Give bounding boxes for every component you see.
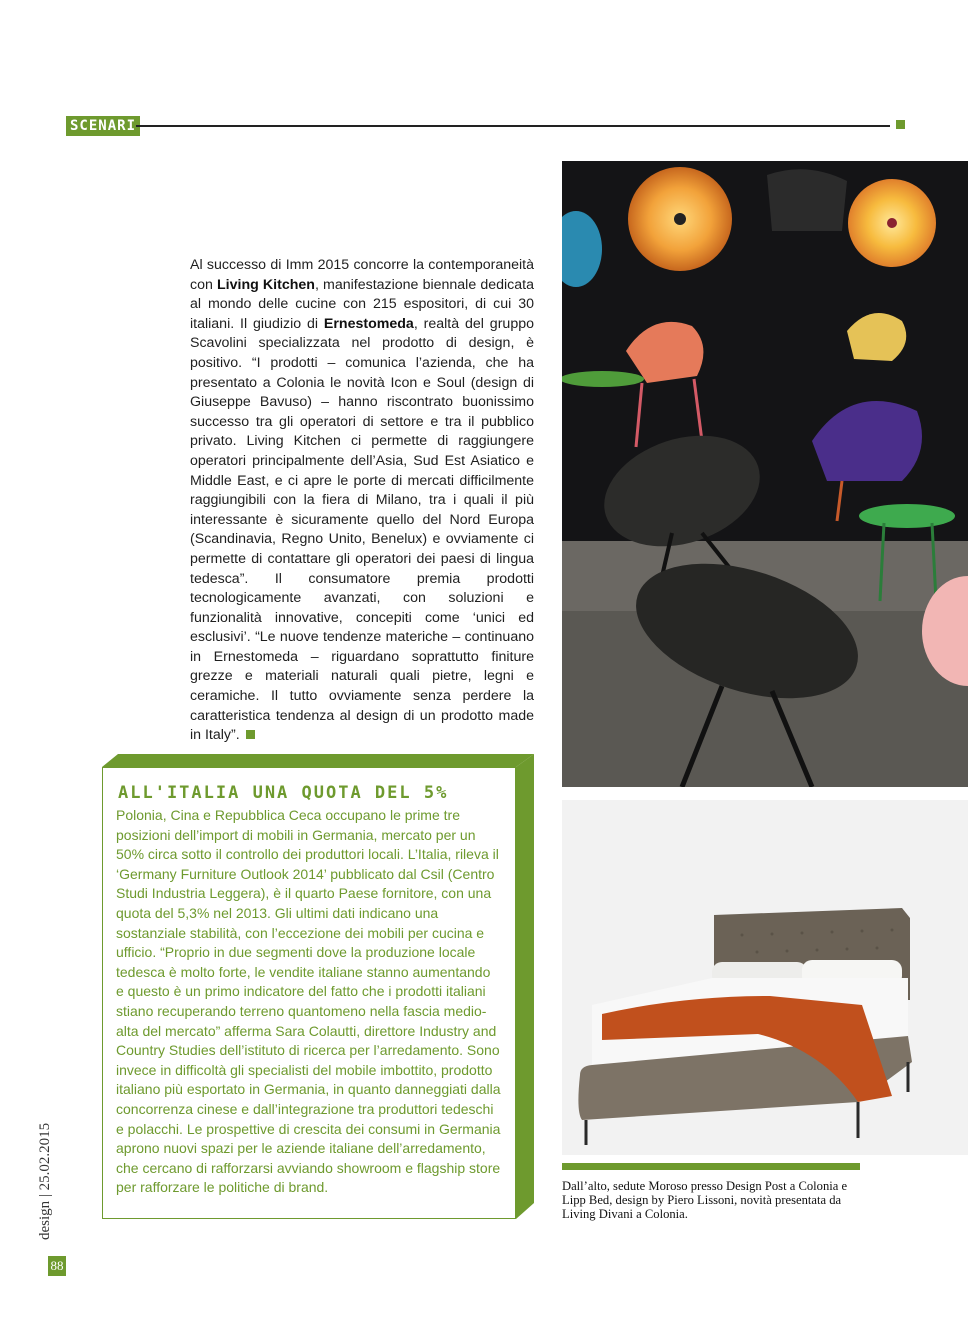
article-text-1: Al successo di Imm 2015 concorre la contemporaneità con [190,257,534,293]
page-number: 88 [48,1256,66,1276]
article-text-2: , manifestazione biennale dedicata al mondo delle cucine con 215 espositori, di cui 30 italiani. Il giudizio di [190,276,534,332]
photo-caption: Dall’alto, sedute Moroso presso Design Post a Colonia e Lipp Bed, design by Piero Lissoni, novità presentata da Living Divani a Colonia. [562,1179,848,1222]
caption-bar [562,1163,860,1170]
box-title: ALL'ITALIA UNA QUOTA DEL 5% [118,783,449,803]
chairs-photo [562,161,968,787]
end-of-article-square [246,730,255,739]
header-square [896,120,905,129]
bed-photo [562,800,968,1155]
box-text: Polonia, Cina e Repubblica Ceca occupano le prime tre posizioni dell’import di mobili in Germania, mercato per un 50% circa sotto il controllo dei produttori locali. L’Italia, rileva il ‘Germany Furniture Outlook 2014’ pubblicato dal Csil (Centro Studi Industria Leggera), è il quarto Paese fornitore, con una quota del 5,3% nel 2013. Gli ultimi dati indicano una sostanziale stabilità, con l’eccezione dei mobili per cucina e ufficio. “Proprio in due segmenti dove la produzione locale tedesca è molto forte, le vendite italiane stanno aumentando e questo è un primo indicatore del fatto che i prodotti italiani stiano recuperando terreno quantomeno nella fascia medio-alta del mercato” afferma Sara Colautti, direttore Industry and Country Studies dell’istituto di ricerca per l’arredamento. Sono invece in difficoltà gli specialisti del mobile imbottito, prodotto italiano più esportato in Germania, in quanto danneggiati dalla concorrenza cinese e dall’integrazione tra produttori tedeschi e polacchi. Le prospettive di crescita dei consumi in Germania aprono nuovi spazi per le aziende italiane dell’arredamento, che cercano di rafforzarsi avviando showroom e flagship store per rafforzare le politiche di brand. [116,807,501,1196]
folio-issue-date: design | 25.02.2015 [37,1122,53,1240]
article-text-3: , realtà del gruppo Scavolini specializzata nel prodotto di design, è positivo. “I prodotti – comunica l’azienda, che ha presentato a Colonia le novità Icon e Soul (design di Giuseppe Bavuso) – hanno riscontrato buonissimo successo tra gli operatori di settore e tra il pubblico privato. Living Kitchen ci permette di raggiungere operatori principalmente dell’Asia, Sud Est Asiatico e Middle East, e ci apre le porte di mercati difficilmente raggiungibili con la fiera di Milano, tra i quali il più interessante è sicuramente quello del Nord Europa (Scandinavia, Regno Unito, Benelux) e ovviamente ci permette di contattare gli operatori dei paesi di lingua tedesca”. Il consumatore premia prodotti tecnologicamente avanzati, con soluzioni e funzionalità innovative, concepiti come ‘unici ed esclusivi’. “Le nuove tendenze materiche – continuano in Ernestomeda – riguardano soprattutto finiture grezze e materiali naturali quali pietre, legni e ceramiche. Il tutto ovviamente senza perdere la caratteristica tendenza al design di un prodotto made in Italy”. [190,315,534,744]
article-body [190,256,534,746]
article-bold-ernestomeda: Ernestomeda [323,315,414,332]
section-tag: SCENARI [66,116,140,136]
article-bold-living-kitchen: Living Kitchen [217,276,315,293]
header-rule [136,125,890,127]
